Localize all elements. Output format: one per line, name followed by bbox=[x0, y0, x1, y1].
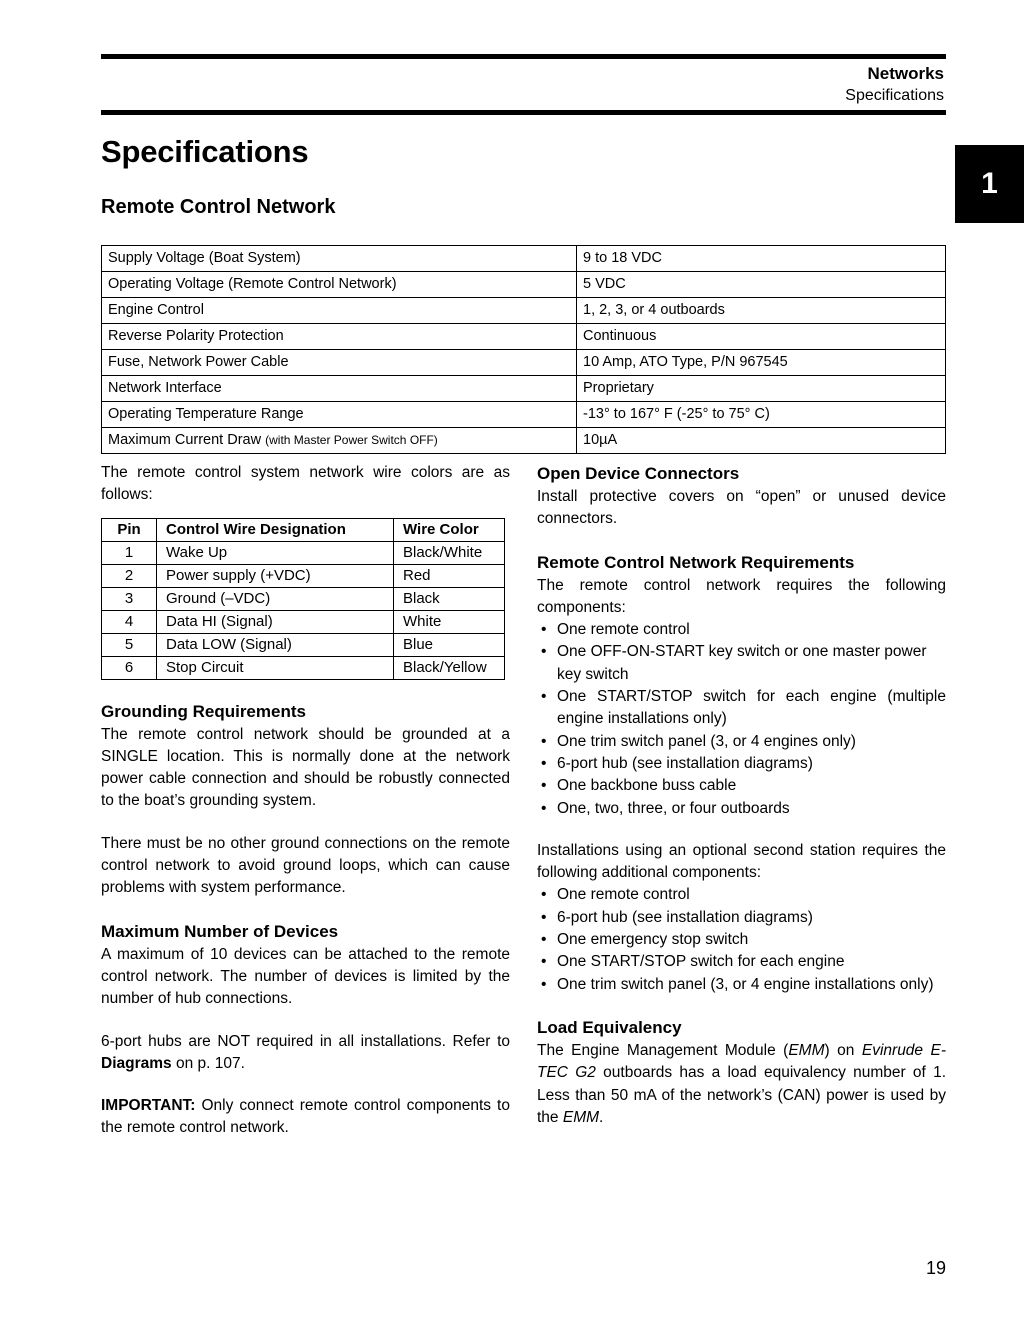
header-chapter-name: Networks bbox=[867, 64, 944, 83]
spec-label bbox=[102, 298, 577, 324]
list-item: • One remote control bbox=[537, 619, 946, 641]
list-item: • One OFF-ON-START key switch or one master power key switch bbox=[537, 641, 946, 686]
important-note bbox=[101, 1095, 510, 1140]
load-eq-part3: outboards has a load equivalency number of 1. Less than 50 mA of the network’s (CAN) power is used by the bbox=[537, 1064, 946, 1126]
load-eq-part4: . bbox=[599, 1108, 604, 1126]
designation-column-header: Control Wire Designation bbox=[157, 518, 394, 541]
load-eq-part2: ) on bbox=[824, 1041, 862, 1059]
section-heading: Remote Control Network bbox=[101, 196, 336, 218]
chapter-tab-number: 1 bbox=[981, 167, 998, 200]
right-column bbox=[537, 462, 946, 1129]
specifications-table-body bbox=[102, 246, 946, 454]
second-station-list bbox=[537, 884, 946, 995]
spec-label bbox=[102, 324, 577, 350]
pin-number: 5 bbox=[102, 633, 157, 656]
pin-wire-color: Black/Yellow bbox=[394, 656, 505, 679]
pin-wire-color: Black/White bbox=[394, 541, 505, 564]
body-columns bbox=[101, 462, 946, 1202]
wire-colors-intro: The remote control system network wire colors are as follows: bbox=[101, 464, 510, 504]
table-row bbox=[102, 376, 946, 402]
page-title: Specifications bbox=[101, 134, 309, 169]
spec-value: Proprietary bbox=[577, 376, 946, 402]
max-devices-p2-part1: 6-port hubs are NOT required in all installations. Refer to bbox=[101, 1032, 510, 1050]
table-row bbox=[102, 246, 946, 272]
list-item: • One trim switch panel (3, or 4 engines only) bbox=[537, 731, 946, 753]
pin-number: 3 bbox=[102, 587, 157, 610]
pin-column-header: Pin bbox=[102, 518, 157, 541]
pin-designation: Data HI (Signal) bbox=[157, 610, 394, 633]
spec-label-text: Network Interface bbox=[108, 380, 222, 396]
load-eq-part1: The Engine Management Module ( bbox=[537, 1041, 789, 1059]
emm-abbrev-2: EMM bbox=[562, 1108, 600, 1126]
open-device-paragraph: Install protective covers on “open” or unused device connectors. bbox=[537, 488, 946, 528]
important-text: Only connect remote control components to the remote control network. bbox=[101, 1097, 510, 1137]
pin-number: 4 bbox=[102, 610, 157, 633]
grounding-paragraph-2: There must be no other ground connections on the remote control network to avoid ground loops, which can cause problems with system performance. bbox=[101, 834, 510, 897]
max-devices-p2-part2: on p. 107. bbox=[171, 1054, 245, 1072]
load-equivalency-heading: Load Equivalency bbox=[537, 1017, 682, 1037]
load-equivalency-paragraph bbox=[537, 1040, 946, 1129]
spec-label bbox=[102, 428, 577, 454]
open-device-connectors-heading: Open Device Connectors bbox=[537, 464, 740, 483]
table-row bbox=[102, 587, 505, 610]
spec-label bbox=[102, 272, 577, 298]
list-item: • One emergency stop switch bbox=[537, 929, 946, 951]
max-devices-paragraph-2 bbox=[101, 1031, 510, 1076]
list-item: • One trim switch panel (3, or 4 engine installations only) bbox=[537, 974, 946, 996]
spec-label-text: Operating Voltage (Remote Control Network) bbox=[108, 276, 397, 292]
table-row bbox=[102, 298, 946, 324]
left-column bbox=[101, 462, 510, 1140]
table-row bbox=[102, 610, 505, 633]
spec-value: 9 to 18 VDC bbox=[577, 246, 946, 272]
pin-table-body bbox=[102, 541, 505, 679]
pin-wire-color-table bbox=[101, 518, 505, 680]
spec-label-text: Fuse, Network Power Cable bbox=[108, 354, 289, 370]
spec-label-note: (with Master Power Switch OFF) bbox=[265, 433, 438, 447]
second-station-paragraph: Installations using an optional second station requires the following additional components: bbox=[537, 841, 946, 882]
spec-label-text: Reverse Polarity Protection bbox=[108, 328, 284, 344]
max-devices-heading: Maximum Number of Devices bbox=[101, 921, 339, 941]
table-row bbox=[102, 402, 946, 428]
table-row bbox=[102, 350, 946, 376]
spec-value: 1, 2, 3, or 4 outboards bbox=[577, 298, 946, 324]
pin-designation: Power supply (+VDC) bbox=[157, 564, 394, 587]
table-row bbox=[102, 272, 946, 298]
pin-table-head bbox=[102, 518, 505, 541]
list-item: • 6-port hub (see installation diagrams) bbox=[537, 753, 946, 775]
chapter-tab bbox=[955, 145, 1024, 223]
pin-wire-color: Red bbox=[394, 564, 505, 587]
specifications-table bbox=[101, 245, 946, 454]
spec-value: Continuous bbox=[577, 324, 946, 350]
list-item: • One remote control bbox=[537, 884, 946, 906]
list-item: • One, two, three, or four outboards bbox=[537, 798, 946, 820]
pin-wire-color: Blue bbox=[394, 633, 505, 656]
pin-designation: Stop Circuit bbox=[157, 656, 394, 679]
list-item: • One START/STOP switch for each engine (multiple engine installations only) bbox=[537, 686, 946, 731]
product-name: Evinrude E-TEC G2 bbox=[537, 1041, 947, 1082]
pin-number: 2 bbox=[102, 564, 157, 587]
pin-wire-color: White bbox=[394, 610, 505, 633]
header-section-name: Specifications bbox=[845, 87, 944, 104]
table-row bbox=[102, 633, 505, 656]
spec-value: 5 VDC bbox=[577, 272, 946, 298]
table-row bbox=[102, 324, 946, 350]
spec-label bbox=[102, 376, 577, 402]
list-item: • One backbone buss cable bbox=[537, 775, 946, 797]
spec-label bbox=[102, 246, 577, 272]
emm-abbrev-1: EMM bbox=[788, 1041, 825, 1059]
spec-label bbox=[102, 402, 577, 428]
spec-label bbox=[102, 350, 577, 376]
header-rule-bottom bbox=[101, 110, 946, 115]
spec-value: 10 Amp, ATO Type, P/N 967545 bbox=[577, 350, 946, 376]
page-header bbox=[101, 54, 946, 115]
table-row bbox=[102, 656, 505, 679]
list-item: • 6-port hub (see installation diagrams) bbox=[537, 907, 946, 929]
diagrams-reference: Diagrams bbox=[101, 1054, 172, 1072]
spec-label-text: Engine Control bbox=[108, 302, 204, 318]
network-requirements-paragraph: The remote control network requires the following components: bbox=[537, 576, 946, 616]
table-row bbox=[102, 564, 505, 587]
network-requirements-heading: Remote Control Network Requirements bbox=[537, 552, 855, 572]
header-titles bbox=[101, 59, 946, 110]
color-column-header: Wire Color bbox=[394, 518, 505, 541]
grounding-paragraph-1: The remote control network should be grounded at a SINGLE location. This is normally done at the network power cable connection and should be robustly connected to the boat’s grounding system. bbox=[101, 725, 510, 810]
pin-designation: Data LOW (Signal) bbox=[157, 633, 394, 656]
spec-label-text: Maximum Current Draw bbox=[108, 432, 266, 448]
spec-label-text: Supply Voltage (Boat System) bbox=[108, 250, 301, 266]
table-row bbox=[102, 428, 946, 454]
spec-value: 10µA bbox=[577, 428, 946, 454]
pin-wire-color: Black bbox=[394, 587, 505, 610]
table-header-row bbox=[102, 518, 505, 541]
max-devices-paragraph-1: A maximum of 10 devices can be attached to the remote control network. The number of devices is limited by the number of hub connections. bbox=[101, 945, 510, 1008]
spec-label-text: Operating Temperature Range bbox=[108, 406, 304, 422]
table-row bbox=[102, 541, 505, 564]
pin-designation: Ground (–VDC) bbox=[157, 587, 394, 610]
page-number: 19 bbox=[925, 1258, 946, 1278]
network-requirements-list bbox=[537, 619, 946, 820]
pin-designation: Wake Up bbox=[157, 541, 394, 564]
pin-number: 1 bbox=[102, 541, 157, 564]
spec-value: -13° to 167° F (-25° to 75° C) bbox=[577, 402, 946, 428]
grounding-requirements-heading: Grounding Requirements bbox=[101, 701, 306, 721]
important-label: IMPORTANT: bbox=[101, 1097, 196, 1115]
pin-number: 6 bbox=[102, 656, 157, 679]
list-item: • One START/STOP switch for each engine bbox=[537, 951, 946, 973]
